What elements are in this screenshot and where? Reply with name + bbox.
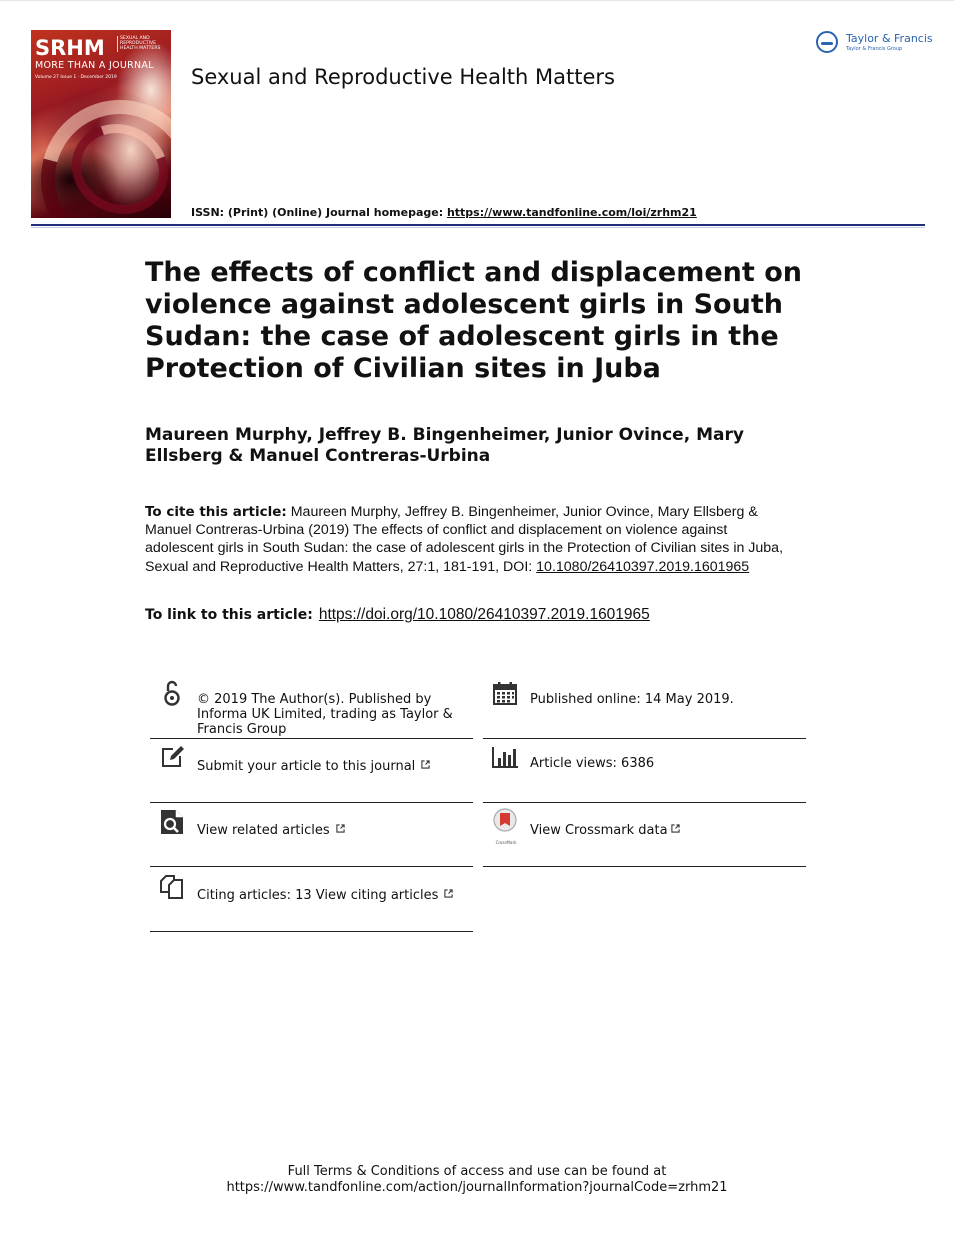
article-link-line xyxy=(145,606,650,624)
citing-articles-cell[interactable] xyxy=(150,868,473,932)
citation-doi-link[interactable]: 10.1080/26410397.2019.1601965 xyxy=(536,558,750,575)
related-articles-text: View related articles xyxy=(197,823,330,838)
cover-tagline: MORE THAN A JOURNAL xyxy=(35,60,154,71)
terms-footer-url[interactable]: https://www.tandfonline.com/action/journalInformation?journalCode=zrhm21 xyxy=(226,1180,728,1195)
related-articles-link[interactable] xyxy=(197,823,479,838)
publisher-group: Taylor & Francis Group xyxy=(846,46,903,52)
citing-documents-icon xyxy=(158,872,186,900)
edit-icon xyxy=(158,743,186,771)
crossmark-badge-label: CrossMark xyxy=(495,840,517,845)
calendar-icon xyxy=(491,679,519,707)
crossmark-icon xyxy=(491,807,519,843)
submit-article-cell[interactable] xyxy=(150,739,473,803)
published-online-text: Published online: 14 May 2019. xyxy=(530,692,734,707)
publisher-logo-icon xyxy=(816,31,838,53)
submit-article-text: Submit your article to this journal xyxy=(197,759,416,774)
article-doi-link[interactable]: https://doi.org/10.1080/26410397.2019.1601965 xyxy=(318,606,650,623)
terms-footer xyxy=(0,1164,954,1196)
published-online-cell xyxy=(483,675,806,739)
cover-logo: SRHM xyxy=(35,36,105,60)
external-link-icon xyxy=(336,824,345,833)
copyright-text: © 2019 The Author(s). Published by Informa UK Limited, trading as Taylor & Francis Group xyxy=(197,692,453,737)
article-link-label: To link to this article: xyxy=(145,607,313,623)
journal-homepage-link[interactable]: https://www.tandfonline.com/loi/zrhm21 xyxy=(446,206,697,219)
crossmark-text: View Crossmark data xyxy=(530,823,668,838)
journal-cover-image[interactable] xyxy=(31,30,171,218)
publisher-name: Taylor & Francis xyxy=(846,32,933,45)
external-link-icon xyxy=(421,760,430,769)
document-search-icon xyxy=(158,807,186,835)
cover-volume-line: Volume 27 Issue 1 · December 2019 xyxy=(35,75,117,80)
open-access-icon xyxy=(158,679,186,707)
article-title: The effects of conflict and displacement on violence against adolescent girls in South Sudan: the case of adolescent girls in the Protection of Civilian sites in Juba xyxy=(145,257,802,384)
external-link-icon xyxy=(444,889,453,898)
journal-name: Sexual and Reproductive Health Matters xyxy=(191,65,615,89)
external-link-icon xyxy=(671,824,680,833)
article-views-cell xyxy=(483,739,806,803)
article-views-text: Article views: 6386 xyxy=(530,756,655,771)
article-authors: Maureen Murphy, Jeffrey B. Bingenheimer, Junior Ovince, Mary Ellsberg & Manuel Contreras-Urbina xyxy=(145,425,744,466)
header-divider-light xyxy=(31,227,925,228)
crossmark-cell[interactable] xyxy=(483,803,806,867)
copyright-cell xyxy=(150,675,473,739)
issn-line xyxy=(191,206,697,219)
crossmark-link[interactable] xyxy=(530,823,812,838)
citation-text: Maureen Murphy, Jeffrey B. Bingenheimer, Junior Ovince, Mary Ellsberg & Manuel Contreras-Urbina (2019) The effects of conflict and displacement on violence against adolescent girls in South Sudan: the case of adolescent girls in the Protection of Civilian sites in Juba, Sexual and Reproductive Health Matters, 27:1, 181-191, DOI: xyxy=(145,504,784,575)
citation-block xyxy=(145,503,785,576)
related-articles-cell[interactable] xyxy=(150,803,473,867)
citation-label: To cite this article: xyxy=(145,504,287,520)
terms-footer-text: Full Terms & Conditions of access and use can be found at xyxy=(287,1164,667,1179)
cover-side-text: SEXUAL AND REPRODUCTIVE HEALTH MATTERS xyxy=(117,36,170,52)
citing-articles-link[interactable] xyxy=(197,888,479,903)
bar-chart-icon xyxy=(491,743,519,771)
submit-article-link[interactable] xyxy=(197,759,479,774)
publisher-logo[interactable] xyxy=(816,31,933,57)
issn-text: ISSN: (Print) (Online) Journal homepage: xyxy=(191,206,447,219)
header-divider xyxy=(31,224,925,226)
citing-articles-text: Citing articles: 13 View citing articles xyxy=(197,888,439,903)
